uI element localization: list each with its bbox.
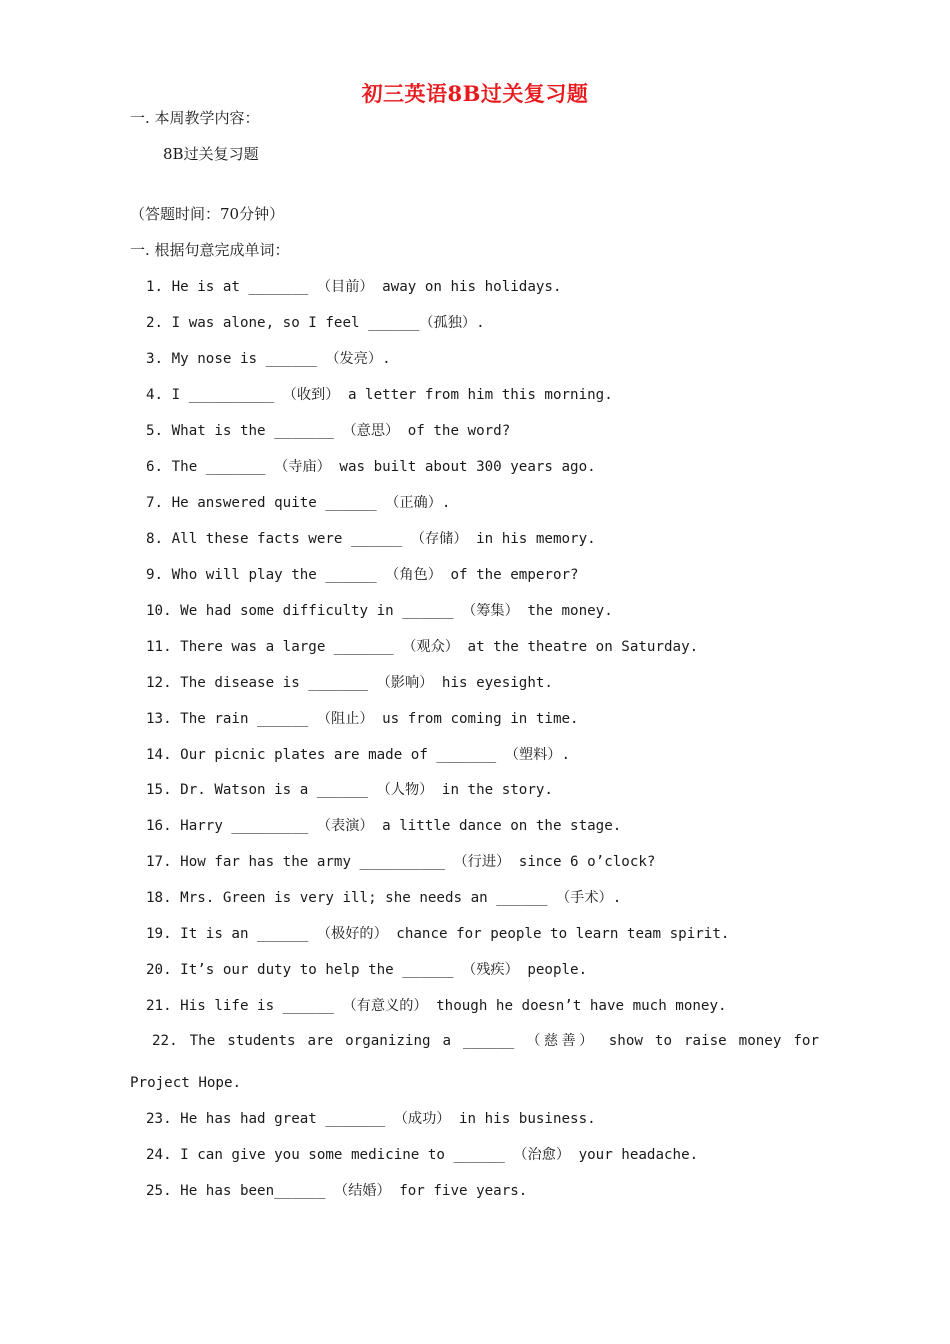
section-exercise-heading: 一. 根据句意完成单词： bbox=[130, 241, 290, 259]
question-25: 25. He has been______ （结婚） for five years. bbox=[146, 1183, 528, 1199]
question-13: 13. The rain ______ （阻止） us from coming in time. bbox=[146, 711, 579, 727]
question-15: 15. Dr. Watson is a ______ （人物） in the story. bbox=[146, 782, 553, 798]
question-6: 6. The _______ （寺庙） was built about 300 years ago. bbox=[146, 459, 596, 475]
question-12: 12. The disease is _______ （影响） his eyesight. bbox=[146, 675, 553, 691]
question-24: 24. I can give you some medicine to ______ （治愈） your headache. bbox=[146, 1147, 699, 1163]
question-2: 2. I was alone, so I feel ______（孤独）. bbox=[146, 315, 485, 331]
question-20: 20. It’s our duty to help the ______ （残疾） people. bbox=[146, 962, 588, 978]
section-week-heading: 一. 本周教学内容： bbox=[130, 109, 260, 127]
question-18: 18. Mrs. Green is very ill; she needs an ______ （手术）. bbox=[146, 890, 622, 906]
time-note: （答题时间：70分钟） bbox=[130, 205, 285, 223]
question-21: 21. His life is ______ （有意义的） though he doesn’t have much money. bbox=[146, 998, 727, 1014]
question-1: 1. He is at _______ （目前） away on his holidays. bbox=[146, 279, 562, 295]
question-22-continuation: Project Hope. bbox=[130, 1075, 242, 1091]
question-3: 3. My nose is ______ （发亮）. bbox=[146, 351, 391, 367]
question-14: 14. Our picnic plates are made of _______ （塑料）. bbox=[146, 747, 571, 763]
question-22: 22. The students are organizing a ______ （慈善） show to raise money for bbox=[152, 1033, 819, 1049]
question-8: 8. All these facts were ______ （存储） in his memory. bbox=[146, 531, 596, 547]
question-4: 4. I __________ （收到） a letter from him this morning. bbox=[146, 387, 613, 403]
question-9: 9. Who will play the ______ （角色） of the emperor? bbox=[146, 567, 579, 583]
question-17: 17. How far has the army __________ （行进） since 6 o’clock? bbox=[146, 854, 656, 870]
week-content: 8B过关复习题 bbox=[163, 145, 259, 163]
question-7: 7. He answered quite ______ （正确）. bbox=[146, 495, 451, 511]
question-11: 11. There was a large _______ （观众） at the theatre on Saturday. bbox=[146, 639, 699, 655]
question-23: 23. He has had great _______ （成功） in his business. bbox=[146, 1111, 596, 1127]
question-10: 10. We had some difficulty in ______ （筹集） the money. bbox=[146, 603, 613, 619]
document-title: 初三英语8B过关复习题 bbox=[361, 81, 589, 106]
question-5: 5. What is the _______ （意思） of the word? bbox=[146, 423, 511, 439]
question-19: 19. It is an ______ （极好的） chance for people to learn team spirit. bbox=[146, 926, 730, 942]
question-16: 16. Harry _________ （表演） a little dance on the stage. bbox=[146, 818, 622, 834]
